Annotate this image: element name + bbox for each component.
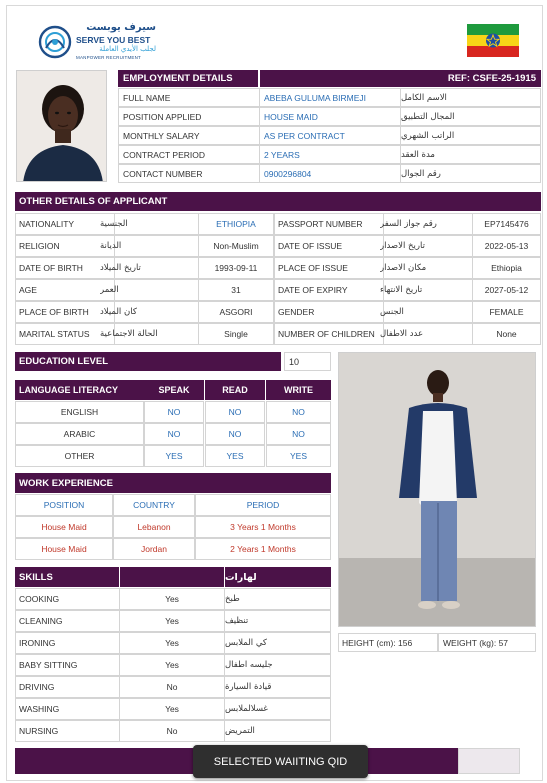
employment-label: POSITION APPLIED bbox=[118, 107, 260, 126]
other-label-2-ar: عدد الاطفال bbox=[380, 323, 472, 345]
profile-photo bbox=[16, 70, 107, 182]
skill-name-ar: كي الملابس bbox=[224, 632, 331, 654]
logo-mark-icon bbox=[38, 24, 72, 60]
employment-label: CONTRACT PERIOD bbox=[118, 145, 260, 164]
other-label-ar: العمر bbox=[100, 279, 198, 301]
brand-tagline: MANPOWER RECRUITMENT bbox=[76, 55, 141, 60]
work-col-header: PERIOD bbox=[195, 494, 331, 516]
employment-label-ar: رقم الجوال bbox=[400, 164, 541, 183]
other-label: RELIGION bbox=[15, 235, 115, 257]
other-label-2-ar: مكان الاصدار bbox=[380, 257, 472, 279]
other-label-2: PASSPORT NUMBER bbox=[274, 213, 384, 235]
skill-name-ar: غسلالملابس bbox=[224, 698, 331, 720]
other-value-2: 2027-05-12 bbox=[472, 279, 541, 301]
other-label: PLACE OF BIRTH bbox=[15, 301, 115, 323]
language-header: SPEAK bbox=[144, 380, 204, 400]
work-col-header: POSITION bbox=[15, 494, 113, 516]
other-label-2-ar: رقم جواز السفر bbox=[380, 213, 472, 235]
employment-value: AS PER CONTRACT bbox=[259, 126, 401, 145]
other-label: MARITAL STATUS bbox=[15, 323, 115, 345]
other-details-header: OTHER DETAILS OF APPLICANT bbox=[15, 192, 541, 211]
employment-label-ar: المجال التطبيق bbox=[400, 107, 541, 126]
employment-label: FULL NAME bbox=[118, 88, 260, 107]
work-country: Jordan bbox=[113, 538, 195, 560]
other-value: ASGORI bbox=[198, 301, 274, 323]
skill-value: Yes bbox=[119, 588, 225, 610]
other-value-2: FEMALE bbox=[472, 301, 541, 323]
other-label-ar: كان الميلاد bbox=[100, 301, 198, 323]
language-name: ARABIC bbox=[15, 423, 144, 445]
other-label-ar: تاريخ الميلاد bbox=[100, 257, 198, 279]
skill-name-ar: تنظيف bbox=[224, 610, 331, 632]
employment-value: ABEBA GULUMA BIRMEJI bbox=[259, 88, 401, 107]
other-value: Non-Muslim bbox=[198, 235, 274, 257]
language-header: READ bbox=[205, 380, 265, 400]
work-country: Lebanon bbox=[113, 516, 195, 538]
education-header: EDUCATION LEVEL bbox=[15, 352, 281, 371]
skill-name: COOKING bbox=[15, 588, 120, 610]
selected-status-button[interactable] bbox=[193, 745, 368, 778]
employment-value: 0900296804 bbox=[259, 164, 401, 183]
language-header: LANGUAGE LITERACY bbox=[15, 380, 144, 400]
language-speak: NO bbox=[144, 401, 204, 423]
full-body-image bbox=[339, 353, 536, 627]
skill-name-ar: التمريض bbox=[224, 720, 331, 742]
other-label-2: DATE OF ISSUE bbox=[274, 235, 384, 257]
ref-number bbox=[260, 70, 541, 87]
education-value: 10 bbox=[284, 352, 331, 371]
brand-arabic-sub: لجلب الأيدي العاملة bbox=[99, 45, 156, 53]
other-label-2-ar: تاريخ الاصدار bbox=[380, 235, 472, 257]
other-label-2: PLACE OF ISSUE bbox=[274, 257, 384, 279]
other-value-2: None bbox=[472, 323, 541, 345]
brand-arabic: سيرف يوبست bbox=[86, 22, 156, 33]
weight-value: WEIGHT (kg): 57 bbox=[438, 633, 536, 652]
language-write: YES bbox=[266, 445, 331, 467]
other-label-2-ar: تاريخ الانتهاء bbox=[380, 279, 472, 301]
skill-name: BABY SITTING bbox=[15, 654, 120, 676]
other-label-2: NUMBER OF CHILDREN bbox=[274, 323, 384, 345]
language-name: OTHER bbox=[15, 445, 144, 467]
employment-value: HOUSE MAID bbox=[259, 107, 401, 126]
skill-name-ar: جليسه اطفال bbox=[224, 654, 331, 676]
skill-value: Yes bbox=[119, 610, 225, 632]
skill-name: WASHING bbox=[15, 698, 120, 720]
language-write: NO bbox=[266, 423, 331, 445]
employment-label-ar: مدة العقد bbox=[400, 145, 541, 164]
brand-name: SERVE YOU BEST bbox=[76, 35, 151, 45]
ref-text: REF: CSFE-25-1915 bbox=[447, 73, 536, 84]
portrait-image bbox=[17, 71, 107, 182]
skill-name-ar: طبخ bbox=[224, 588, 331, 610]
language-read: YES bbox=[205, 445, 265, 467]
other-value-2: Ethiopia bbox=[472, 257, 541, 279]
other-label-ar: الحالة الاجتماعية bbox=[100, 323, 198, 345]
skill-name: CLEANING bbox=[15, 610, 120, 632]
footer-bar-end bbox=[458, 748, 520, 774]
work-period: 2 Years 1 Months bbox=[195, 538, 331, 560]
other-value: 31 bbox=[198, 279, 274, 301]
work-experience-header: WORK EXPERIENCE bbox=[15, 473, 331, 493]
employment-value: 2 YEARS bbox=[259, 145, 401, 164]
other-label-2-ar: الجنس bbox=[380, 301, 472, 323]
skill-value: Yes bbox=[119, 632, 225, 654]
other-label-2: GENDER bbox=[274, 301, 384, 323]
skill-value: Yes bbox=[119, 654, 225, 676]
other-value: ETHIOPIA bbox=[198, 213, 274, 235]
other-label-ar: الديانة bbox=[100, 235, 198, 257]
language-read: NO bbox=[205, 401, 265, 423]
skills-header-ar: لهارات bbox=[225, 567, 331, 587]
work-col-header: COUNTRY bbox=[113, 494, 195, 516]
language-name: ENGLISH bbox=[15, 401, 144, 423]
company-logo bbox=[38, 22, 158, 64]
language-header: WRITE bbox=[266, 380, 331, 400]
skills-header-mid bbox=[120, 567, 224, 587]
employment-header: EMPLOYMENT DETAILS bbox=[118, 70, 258, 87]
skill-name: NURSING bbox=[15, 720, 120, 742]
other-label: NATIONALITY bbox=[15, 213, 115, 235]
full-body-photo bbox=[338, 352, 536, 627]
language-write: NO bbox=[266, 401, 331, 423]
work-position: House Maid bbox=[15, 516, 113, 538]
employment-label: MONTHLY SALARY bbox=[118, 126, 260, 145]
work-position: House Maid bbox=[15, 538, 113, 560]
ethiopia-flag-icon bbox=[467, 24, 519, 57]
employment-label: CONTACT NUMBER bbox=[118, 164, 260, 183]
language-read: NO bbox=[205, 423, 265, 445]
employment-label-ar: الراتب الشهري bbox=[400, 126, 541, 145]
other-label: AGE bbox=[15, 279, 115, 301]
other-value-2: EP7145476 bbox=[472, 213, 541, 235]
skill-value: Yes bbox=[119, 698, 225, 720]
other-label: DATE OF BIRTH bbox=[15, 257, 115, 279]
skill-name: DRIVING bbox=[15, 676, 120, 698]
other-label-2: DATE OF EXPIRY bbox=[274, 279, 384, 301]
other-value: 1993-09-11 bbox=[198, 257, 274, 279]
work-period: 3 Years 1 Months bbox=[195, 516, 331, 538]
other-value-2: 2022-05-13 bbox=[472, 235, 541, 257]
language-speak: NO bbox=[144, 423, 204, 445]
employment-label-ar: الاسم الكامل bbox=[400, 88, 541, 107]
skill-name: IRONING bbox=[15, 632, 120, 654]
skill-name-ar: قيادة السيارة bbox=[224, 676, 331, 698]
language-speak: YES bbox=[144, 445, 204, 467]
selected-status-label: SELECTED WAIITING QID bbox=[213, 755, 348, 768]
other-label-ar: الجنسية bbox=[100, 213, 198, 235]
skill-value: No bbox=[119, 676, 225, 698]
skill-value: No bbox=[119, 720, 225, 742]
height-value: HEIGHT (cm): 156 bbox=[338, 633, 438, 652]
skills-header: SKILLS bbox=[15, 567, 119, 587]
other-value: Single bbox=[198, 323, 274, 345]
